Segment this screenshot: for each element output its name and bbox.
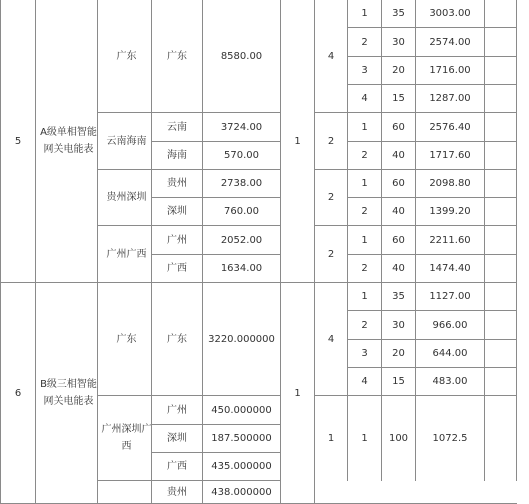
package-index-cell: 1 [361,234,368,246]
share-percent-cell: 60 [392,121,405,133]
amount-cell: 570.00 [224,150,259,161]
share-percent-cell: 30 [392,319,405,331]
package-amount-cell: 1716.00 [429,65,471,76]
quantity-cell: 1 [294,387,301,399]
share-percent-cell: 60 [392,234,405,246]
package-index-cell: 2 [361,36,368,48]
column-divider [516,395,517,481]
package-amount-cell: 1399.20 [429,206,471,217]
column-divider [280,395,281,481]
province-cell: 云南 [167,121,187,133]
column-divider [484,395,485,481]
package-amount-cell: 1474.40 [429,263,471,274]
amount-cell: 8580.00 [220,50,263,62]
package-amount-cell: 3003.00 [429,8,471,19]
package-amount-cell: 1127.00 [429,291,471,302]
package-index-cell: 3 [361,65,368,76]
share-percent-cell: 30 [392,36,405,48]
province-cell: 贵州 [167,486,187,498]
share-percent-cell: 40 [392,263,405,274]
lot-cell: 云南海南 [106,135,147,147]
province-cell: 深圳 [167,206,187,217]
amount-cell: 187.500000 [211,433,272,444]
package-amount-cell: 483.00 [432,376,468,387]
lot-cell: 广东 [116,50,137,62]
package-amount-cell: 1717.60 [429,150,471,161]
amount-cell: 1634.00 [220,263,263,274]
package-index-cell: 4 [361,376,368,387]
device-name-cell: B级三相智能网关电能表 [40,379,97,407]
share-percent-cell: 60 [392,178,405,189]
province-cell: 海南 [167,150,187,161]
row-number-cell: 5 [14,135,22,147]
package-amount-cell: 1287.00 [429,93,471,104]
province-cell: 广东 [167,50,187,62]
amount-cell: 760.00 [224,206,259,217]
row-number-cell: 6 [14,387,22,399]
package-amount-cell: 2576.40 [429,121,471,133]
share-percent-cell: 100 [388,432,409,444]
package-index-cell: 2 [361,319,368,331]
package-count-cell: 2 [327,135,335,147]
share-percent-cell: 35 [392,8,405,19]
share-percent-cell: 40 [392,150,405,161]
amount-cell: 3220.000000 [208,333,275,345]
package-index-cell: 2 [361,150,368,161]
package-amount-cell: 966.00 [432,319,468,331]
package-index-cell: 2 [361,206,368,217]
province-cell: 广西 [167,263,187,274]
quantity-cell: 1 [294,135,301,147]
amount-cell: 435.000000 [211,461,272,472]
package-index-cell: 1 [361,178,368,189]
package-count-cell: 4 [327,333,335,345]
share-percent-cell: 15 [392,376,405,387]
package-amount-cell: 2211.60 [429,234,471,246]
province-cell: 贵州 [167,178,187,189]
province-cell: 广西 [167,461,187,472]
lot-cell: 广州深圳广西 [101,424,152,452]
lot-cell: 广州广西 [106,248,147,260]
package-index-cell: 1 [361,8,368,19]
package-amount-cell: 2574.00 [429,36,471,48]
amount-cell: 3724.00 [220,121,263,133]
amount-cell: 2738.00 [220,178,263,189]
column-divider [280,0,281,113]
share-percent-cell: 20 [392,65,405,76]
package-amount-cell: 644.00 [432,348,468,359]
province-cell: 广东 [167,333,187,345]
column-divider [280,282,281,396]
package-count-cell: 2 [327,192,335,203]
lot-cell: 广东 [116,333,137,345]
province-cell: 深圳 [167,433,187,444]
package-count-cell: 1 [327,432,335,444]
column-divider [280,480,281,504]
lot-cell: 贵州深圳 [106,192,147,203]
package-index-cell: 4 [361,93,368,104]
package-count-cell: 4 [327,50,335,62]
package-index-cell: 1 [361,121,368,133]
province-cell: 广州 [167,404,187,416]
package-index-cell: 1 [361,291,368,302]
share-percent-cell: 20 [392,348,405,359]
amount-cell: 450.000000 [211,404,272,416]
lot-cell [98,481,155,503]
package-count-cell: 2 [327,248,335,260]
package-index-cell: 2 [361,263,368,274]
package-index-cell: 3 [361,348,368,359]
share-percent-cell: 40 [392,206,405,217]
package-amount-cell: 2098.80 [429,178,471,189]
amount-cell: 2052.00 [220,234,263,246]
device-name-cell: A级单相智能网关电能表 [40,127,97,155]
share-percent-cell: 15 [392,93,405,104]
share-percent-cell: 35 [392,291,405,302]
package-index-cell: 1 [361,432,368,444]
amount-cell: 438.000000 [211,486,272,498]
package-amount-cell: 1072.5 [432,432,468,444]
province-cell: 广州 [167,234,187,246]
